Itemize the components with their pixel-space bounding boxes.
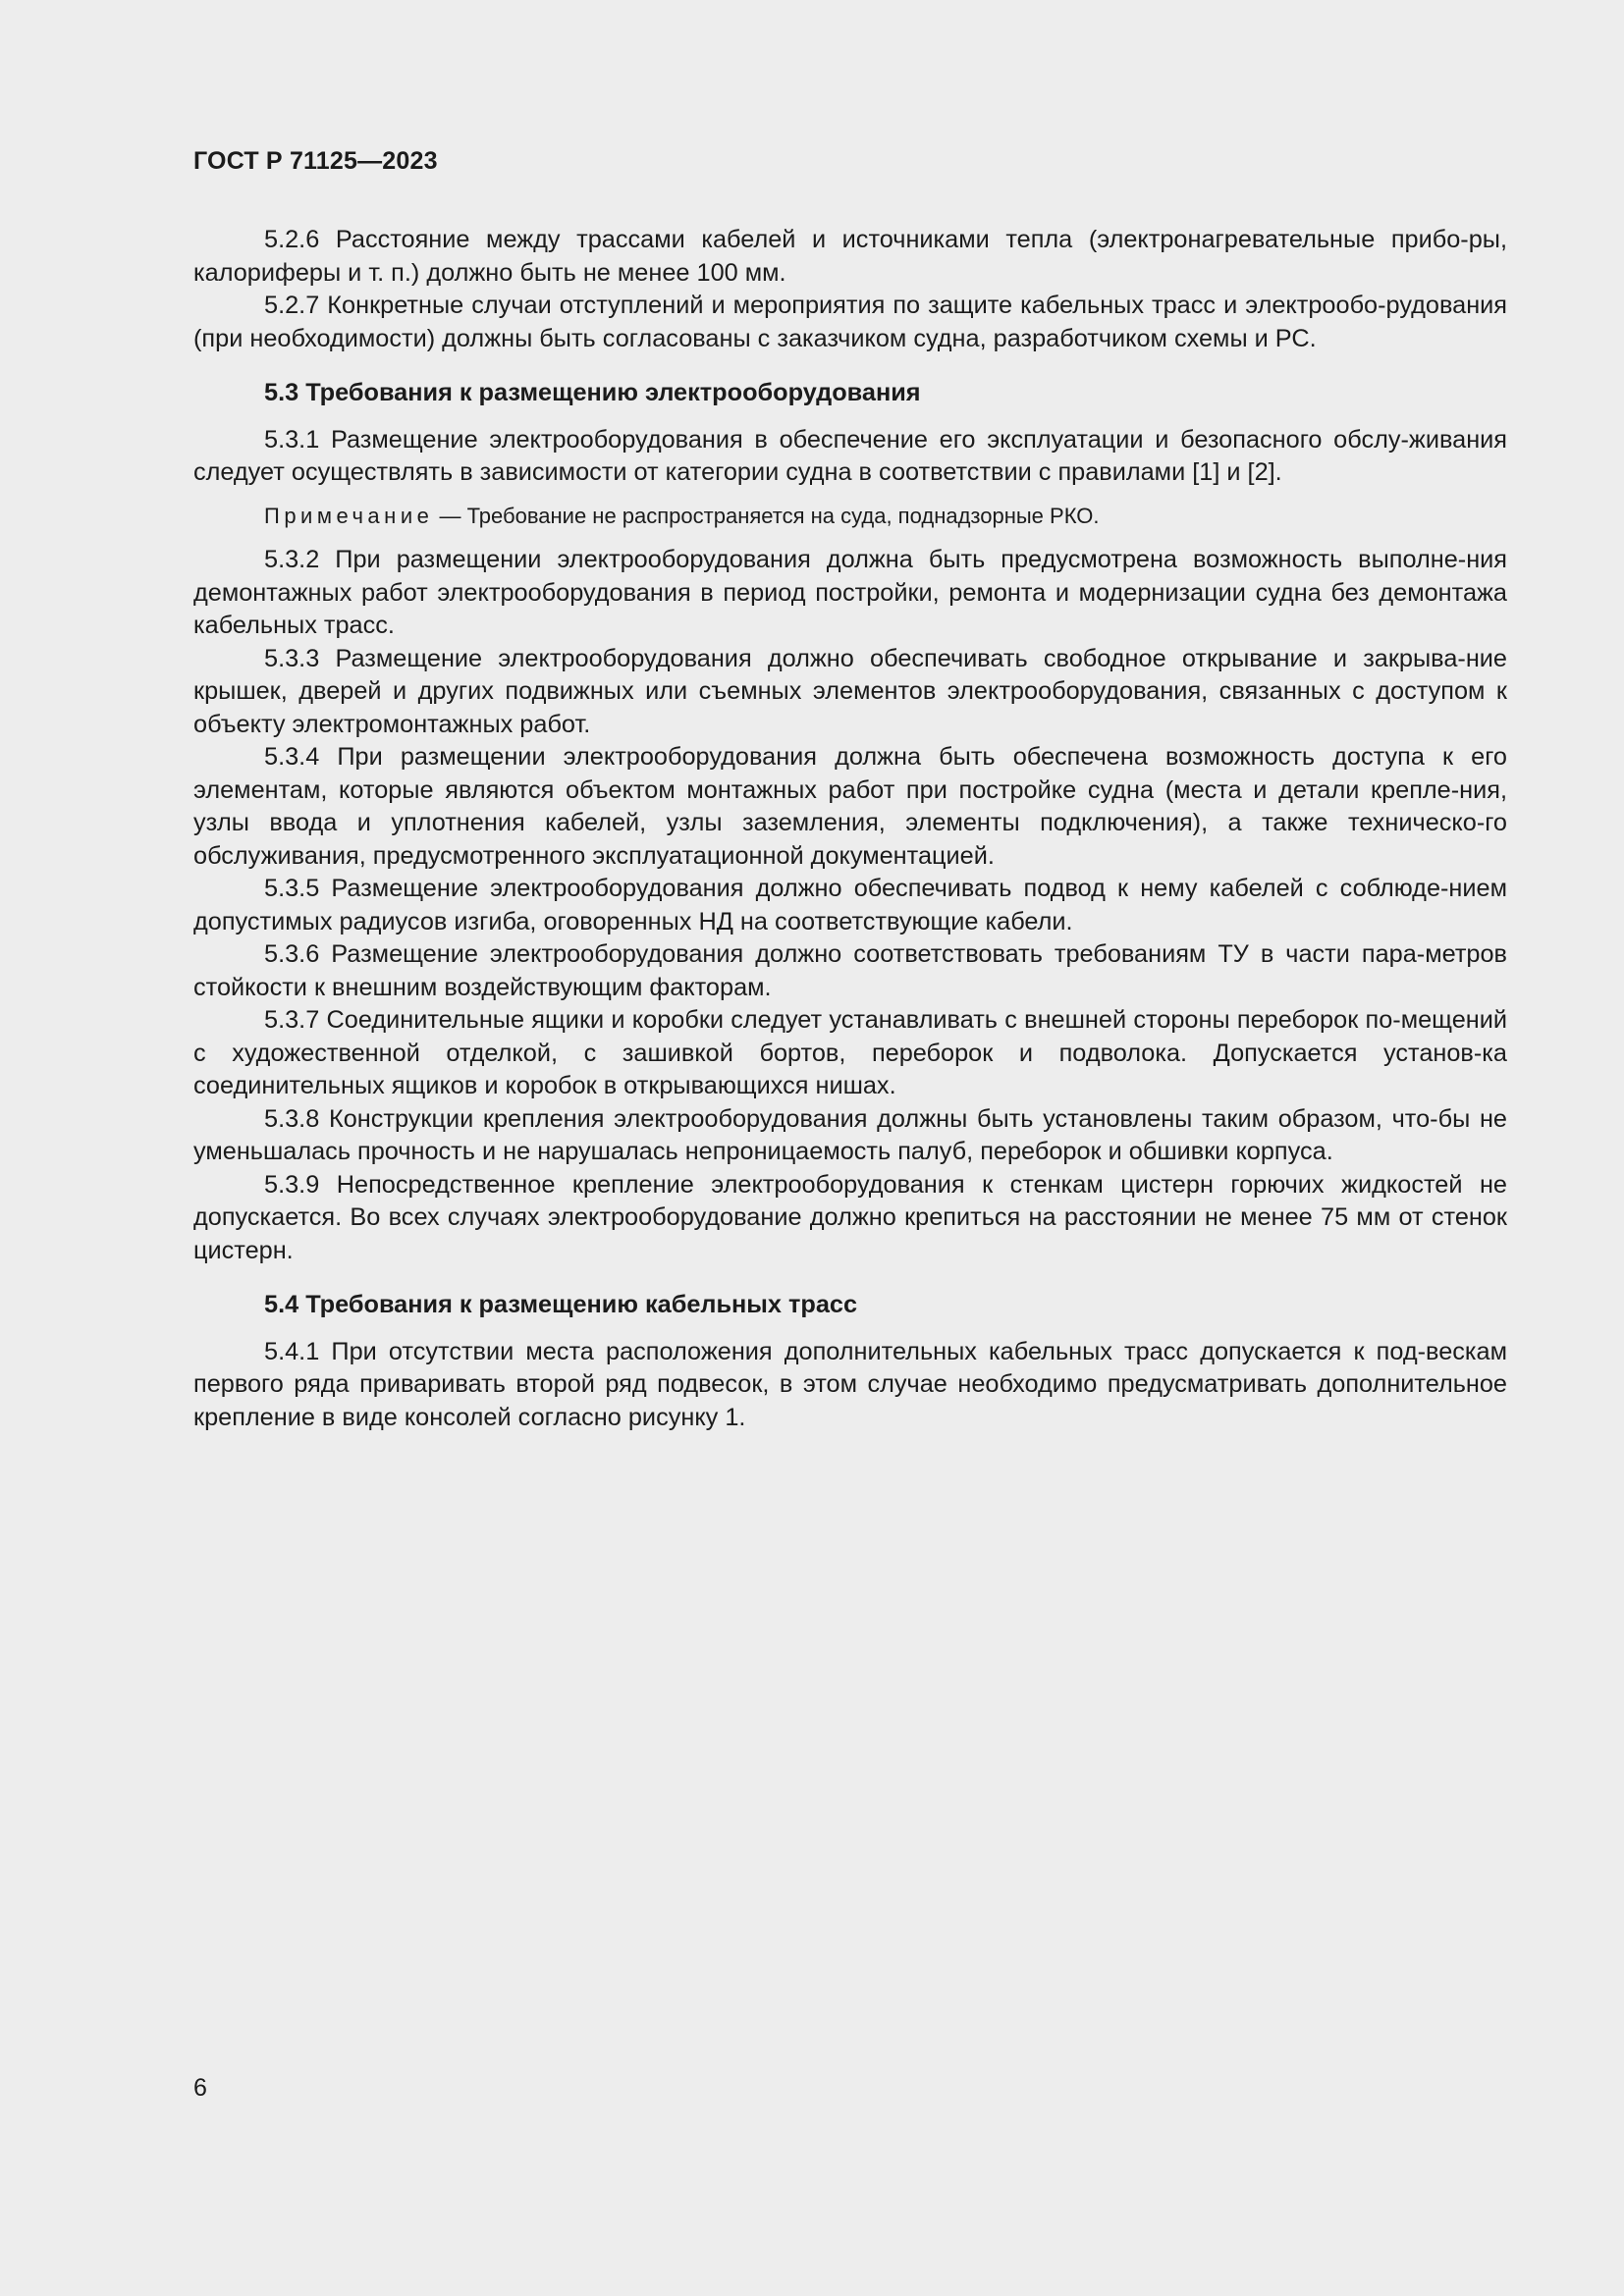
paragraph-5-3-1: 5.3.1 Размещение электрооборудования в обеспечение его эксплуатации и безопасного обслу-живания следует осуществлять в зависимости от категории судна в соответствии с правилами [1] и [2]. — [193, 425, 1507, 486]
note-text: Требование не распространяется на суда, поднадзорные РКО. — [466, 503, 1100, 528]
paragraph-5-3-5: 5.3.5 Размещение электрооборудования должно обеспечивать подвод к нему кабелей с соблюде-нием допустимых радиусов изгиба, оговоренных НД на соответствующие кабели. — [193, 875, 1507, 935]
paragraph-5-4-1: 5.4.1 При отсутствии места расположения дополнительных кабельных трасс допускается к под-вескам первого ряда приваривать второй ряд подвесок, в этом случае необходимо предусматривать дополнительное крепление в виде консолей согласно рисунку 1. — [193, 1337, 1507, 1431]
note-dash: — — [433, 503, 467, 528]
document-body — [193, 224, 1507, 1434]
page-number: 6 — [193, 2074, 207, 2102]
note-label: Примечание — [264, 503, 434, 528]
paragraph-5-3-4: 5.3.4 При размещении электрооборудования должна быть обеспечена возможность доступа к его элементам, которые являются объектом монтажных работ при постройке судна (места и детали крепле-ния, узлы ввода и уплотнения кабелей, узлы заземления, элементы подключения), а также техническо-го обслуживания, предусмотренного эксплуатационной документацией. — [193, 743, 1507, 870]
document-code-header: ГОСТ Р 71125—2023 — [193, 147, 438, 175]
paragraph-5-3-7: 5.3.7 Соединительные ящики и коробки следует устанавливать с внешней стороны переборок по-мещений с художественной отделкой, с зашивкой бортов, переборок и подволока. Допускается установ-ка соединительных ящиков и коробок в открывающихся нишах. — [193, 1006, 1507, 1099]
paragraph-5-3-6: 5.3.6 Размещение электрооборудования должно соответствовать требованиям ТУ в части пара-метров стойкости к внешним воздействующим факторам. — [193, 940, 1507, 1001]
paragraph-5-3-3: 5.3.3 Размещение электрооборудования должно обеспечивать свободное открывание и закрыва-ние крышек, дверей и других подвижных или съемных элементов электрооборудования, связанных с доступом к объекту электромонтажных работ. — [193, 644, 1507, 738]
note — [193, 500, 1507, 533]
section-title-5-4: 5.4 Требования к размещению кабельных трасс — [264, 1291, 858, 1318]
paragraph-5-2-7: 5.2.7 Конкретные случаи отступлений и мероприятия по защите кабельных трасс и электрообо-рудования (при необходимости) должны быть согласованы с заказчиком судна, разработчиком схемы и РС. — [193, 292, 1507, 352]
section-title-5-3: 5.3 Требования к размещению электрооборудования — [264, 379, 921, 406]
paragraph-5-3-2: 5.3.2 При размещении электрооборудования должна быть предусмотрена возможность выполне-ния демонтажных работ электрооборудования в период постройки, ремонта и модернизации судна без демонтажа кабельных трасс. — [193, 546, 1507, 639]
paragraph-5-3-9: 5.3.9 Непосредственное крепление электрооборудования к стенкам цистерн горючих жидкостей не допускается. Во всех случаях электрооборудование должно крепиться на расстоянии не менее 75 мм от стенок цистерн. — [193, 1170, 1507, 1264]
paragraph-5-2-6: 5.2.6 Расстояние между трассами кабелей и источниками тепла (электронагревательные прибо-ры, калориферы и т. п.) должно быть не менее 100 мм. — [193, 226, 1507, 287]
paragraph-5-3-8: 5.3.8 Конструкции крепления электрооборудования должны быть установлены таким образом, что-бы не уменьшалась прочность и не нарушалась непроницаемость палуб, переборок и обшивки корпуса. — [193, 1104, 1507, 1165]
